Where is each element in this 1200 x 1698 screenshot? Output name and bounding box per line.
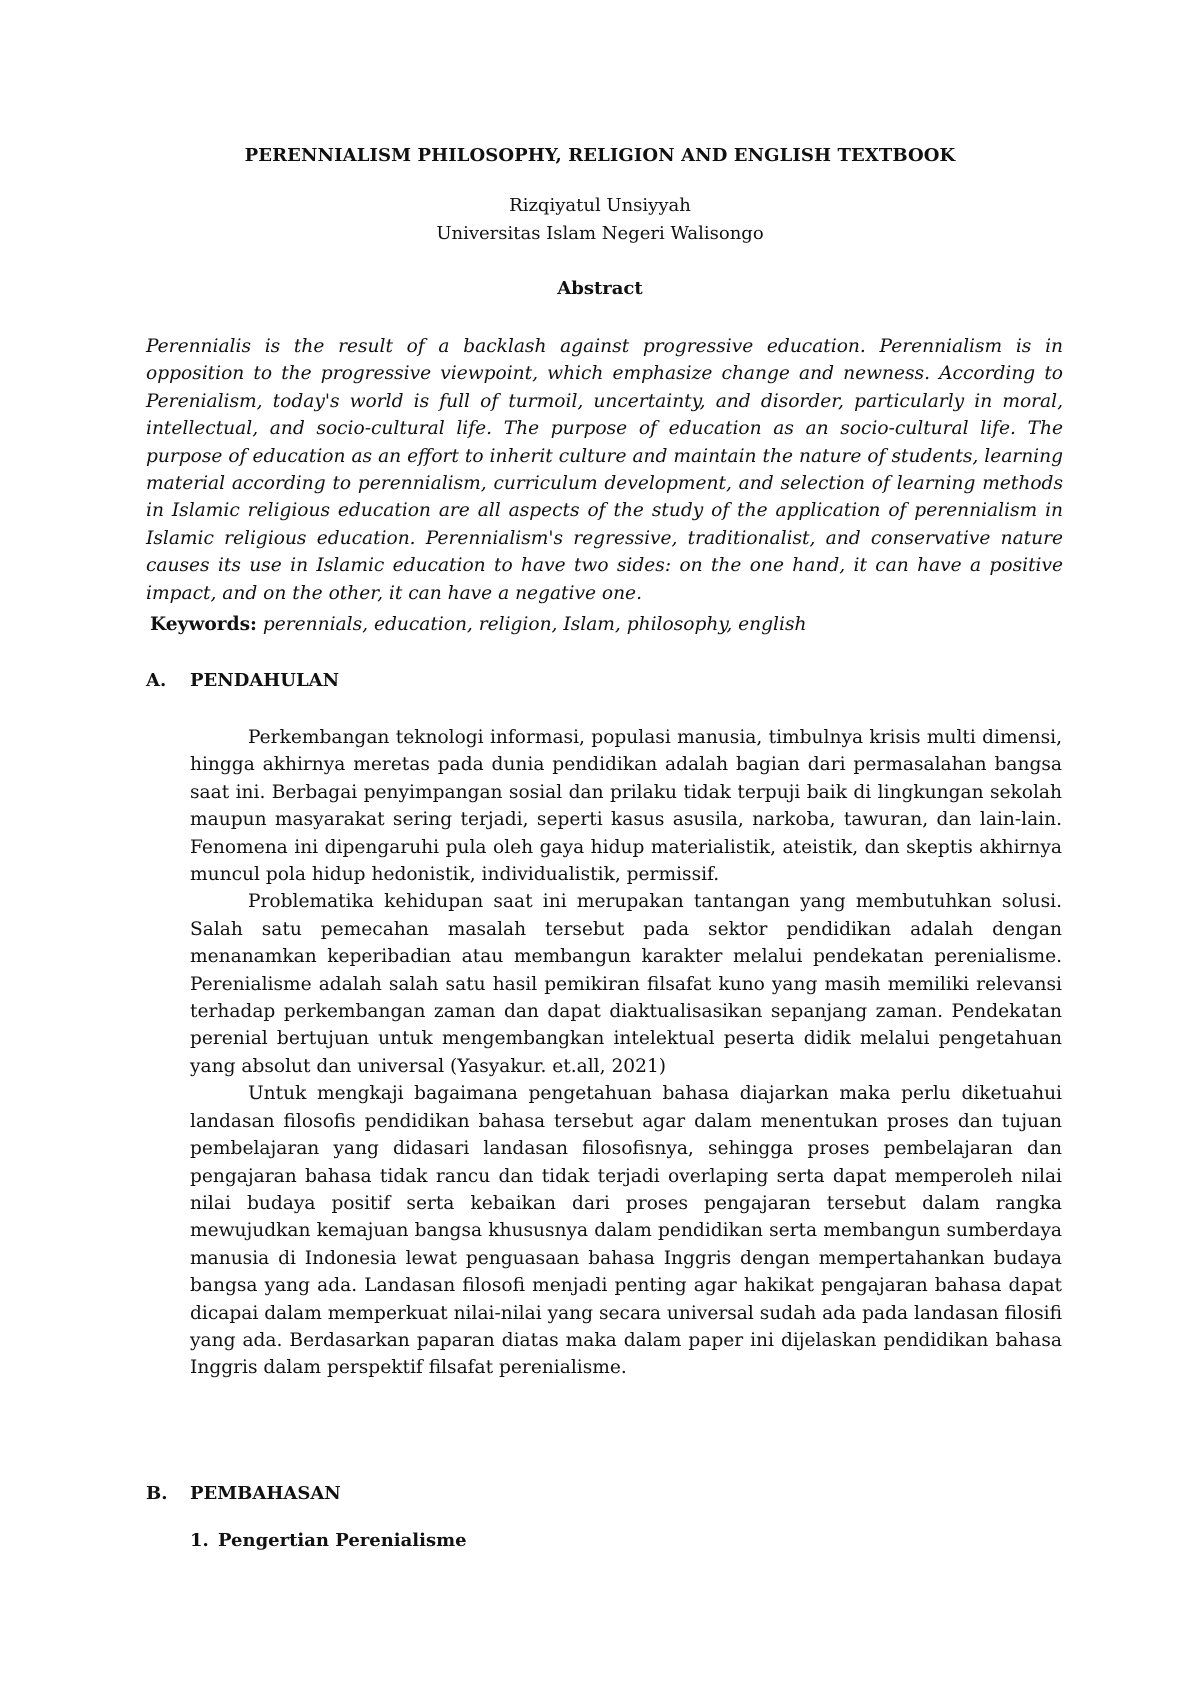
subsection-number: 1. xyxy=(190,1530,209,1551)
keywords-label: Keywords: xyxy=(150,614,257,635)
section-a-body xyxy=(190,724,1062,1382)
author-affiliation: Universitas Islam Negeri Walisongo xyxy=(436,223,764,244)
section-number: B. xyxy=(146,1483,168,1504)
section-number: A. xyxy=(146,670,167,691)
subsection-heading-1 xyxy=(190,1530,467,1551)
author-name: Rizqiyatul Unsiyyah xyxy=(509,195,691,216)
section-heading-a xyxy=(146,670,339,691)
paper-title: PERENNIALISM PHILOSOPHY, RELIGION AND ENGLISH TEXTBOOK xyxy=(244,145,956,166)
subsection-title: Pengertian Perenialisme xyxy=(218,1530,467,1551)
body-paragraph: Untuk mengkaji bagaimana pengetahuan bahasa diajarkan maka perlu diketuahui landasan filosofis pendidikan bahasa tersebut agar dalam menentukan proses dan tujuan pembelajaran yang didasari landasan filosofisnya, sehingga proses pembelajaran dan pengajaran bahasa tidak rancu dan tidak terjadi overlaping serta dapat memperoleh nilai nilai budaya positif serta kebaikan dari proses pengajaran tersebut dalam rangka mewujudkan kemajuan bangsa khususnya dalam pendidikan serta membangun sumberdaya manusia di Indonesia lewat penguasaan bahasa Inggris dengan mempertahankan budaya bangsa yang ada. Landasan filosofi menjadi penting agar hakikat pengajaran bahasa dapat dicapai dalam memperkuat nilai-nilai yang secara universal sudah ada pada landasan filosifi yang ada. Berdasarkan paparan diatas maka dalam paper ini dijelaskan pendidikan bahasa Inggris dalam perspektif filsafat perenialisme. xyxy=(190,1083,1062,1379)
keywords-list: perennials, education, religion, Islam, philosophy, english xyxy=(262,614,807,635)
abstract-heading: Abstract xyxy=(557,278,643,299)
body-paragraph: Perkembangan teknologi informasi, populasi manusia, timbulnya krisis multi dimensi, hingga akhirnya meretas pada dunia pendidikan adalah bagian dari permasalahan bangsa saat ini. Berbagai penyimpangan sosial dan prilaku tidak terpuji baik di lingkungan sekolah maupun masyarakat sering terjadi, seperti kasus asusila, narkoba, tawuran, dan lain-lain. Fenomena ini dipengaruhi pula oleh gaya hidup materialistik, ateistik, dan skeptis akhirnya muncul pola hidup hedonistik, individualistik, permissif. xyxy=(190,727,1062,886)
abstract-text: Perennialis is the result of a backlash against progressive education. Perennialism is in opposition to the progressive viewpoint, which emphasize change and newness. According to Perenialism, today's world is full of turmoil, uncertainty, and disorder, particularly in moral, intellectual, and socio-cultural life. The purpose of education as an socio-cultural life. The purpose of education as an effort to inherit culture and maintain the nature of students, learning material according to perennialism, curriculum development, and selection of learning methods in Islamic religious education are all aspects of the study of the application of perennialism in Islamic religious education. Perennialism's regressive, traditionalist, and conservative nature causes its use in Islamic education to have two sides: on the one hand, it can have a positive impact, and on the other, it can have a negative one. xyxy=(146,336,1063,604)
body-paragraph: Problematika kehidupan saat ini merupakan tantangan yang membutuhkan solusi. Salah satu pemecahan masalah tersebut pada sektor pendidikan adalah dengan menanamkan keperibadian atau membangun karakter melalui pendekatan perenialisme. Perenialisme adalah salah satu hasil pemikiran filsafat kuno yang masih memiliki relevansi terhadap perkembangan zaman dan dapat diaktualisasikan sepanjang zaman. Pendekatan perenial bertujuan untuk mengembangkan intelektual peserta didik melalui pengetahuan yang absolut dan universal (Yasyakur. et.all, 2021) xyxy=(190,891,1062,1077)
section-heading-b xyxy=(146,1483,341,1504)
section-title: PEMBAHASAN xyxy=(190,1483,341,1504)
section-title: PENDAHULAN xyxy=(190,670,340,691)
keywords-line xyxy=(150,611,1060,638)
